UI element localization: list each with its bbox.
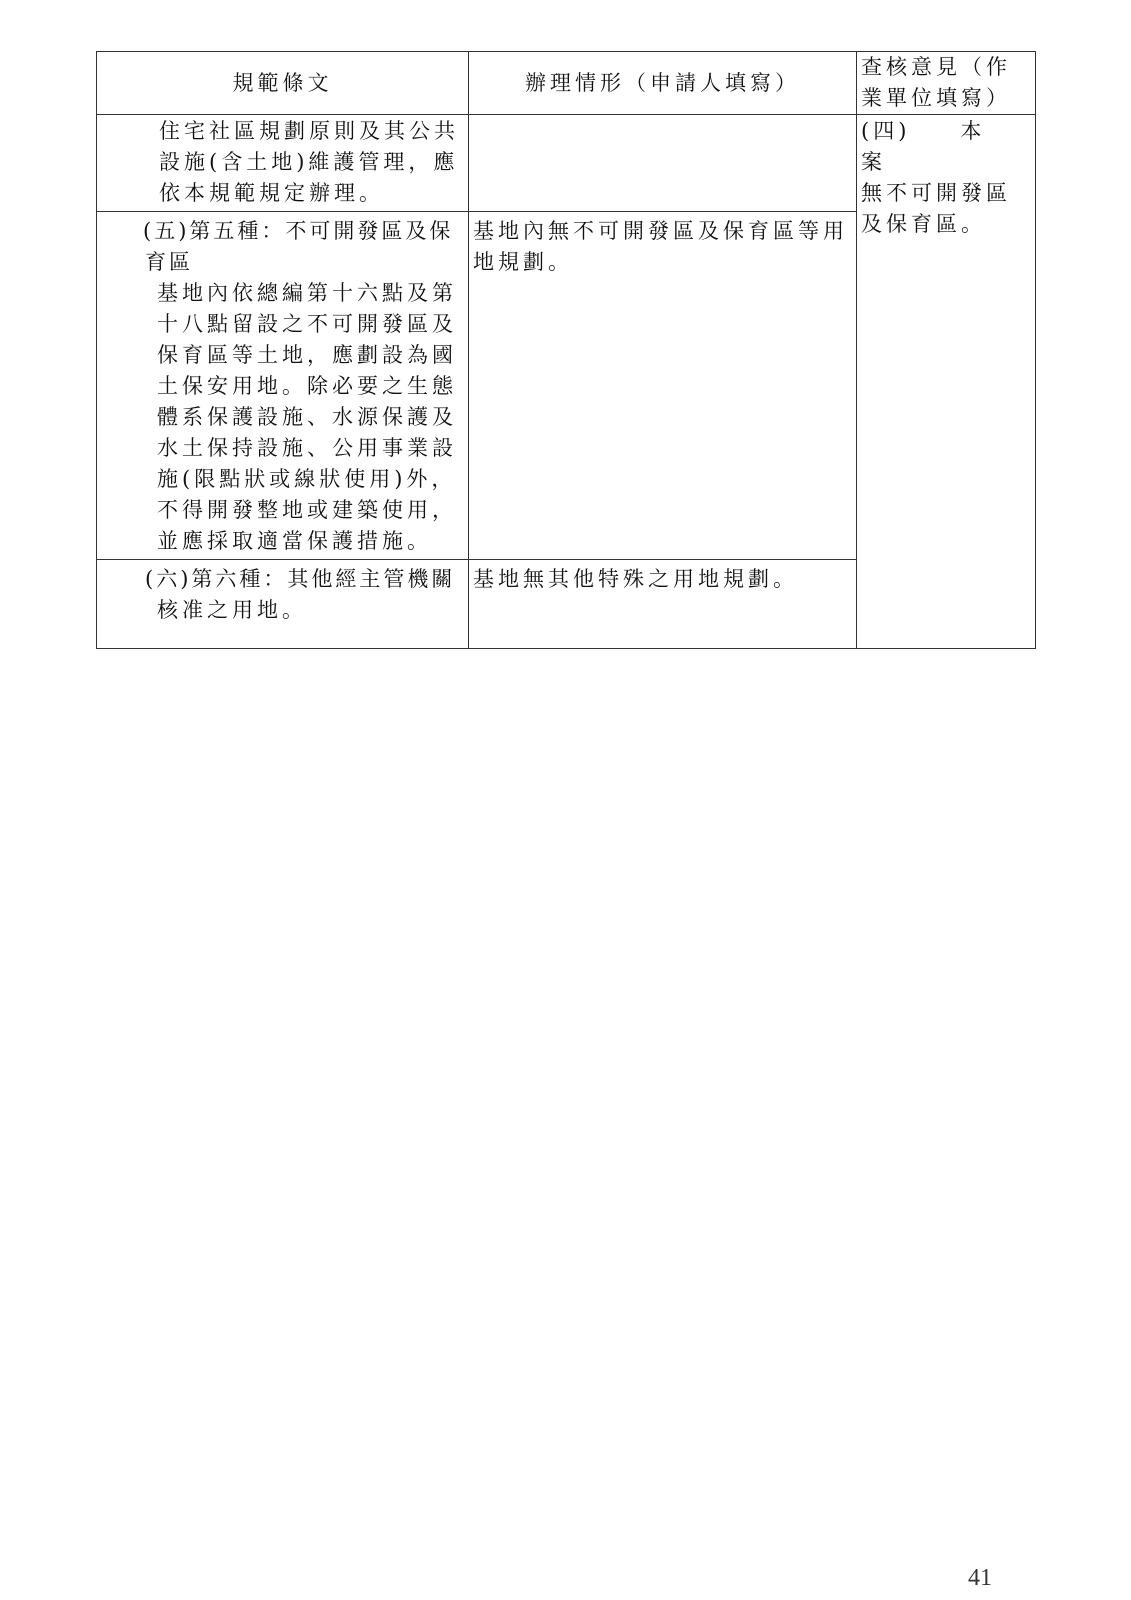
regulation-cell xyxy=(97,115,469,212)
header-regulation: 規範條文 xyxy=(97,52,469,115)
regulation-title: (六)第六種：其他經主管機關 xyxy=(145,567,456,591)
regulation-body: 核准之用地。 xyxy=(157,598,307,622)
page-number: 41 xyxy=(968,1565,992,1591)
regulation-cell xyxy=(97,212,469,560)
review-table xyxy=(96,51,1036,649)
status-cell: 基地內無不可開發區及保育區等用地規劃。 xyxy=(469,212,857,560)
status-cell: 基地無其他特殊之用地規劃。 xyxy=(469,560,857,649)
review-comment-text: 無不可開發區及保育區。 xyxy=(861,181,1011,236)
table-row xyxy=(97,115,1036,212)
header-status: 辦理情形（申請人填寫） xyxy=(469,52,857,115)
regulation-text: 住宅社區規劃原則及其公共設施(含土地)維護管理，應依本規範規定辦理。 xyxy=(159,119,459,205)
review-comment-label: (四) 本 案 xyxy=(861,119,1011,174)
status-cell xyxy=(469,115,857,212)
regulation-cell xyxy=(97,560,469,649)
review-cell xyxy=(857,115,1036,649)
regulation-title: (五)第五種：不可開發區及保育區 xyxy=(143,219,454,274)
header-review: 查核意見（作業單位填寫） xyxy=(857,52,1036,115)
table-header-row xyxy=(97,52,1036,115)
regulation-body: 基地內依總編第十六點及第十八點留設之不可開發區及保育區等土地，應劃設為國土保安用地。除必要之生態體系保護設施、水源保護及水土保持設施、公用事業設施(限點狀或線狀使用)外，不得開發整地或建築使用，並應採取適當保護措施。 xyxy=(157,281,457,553)
